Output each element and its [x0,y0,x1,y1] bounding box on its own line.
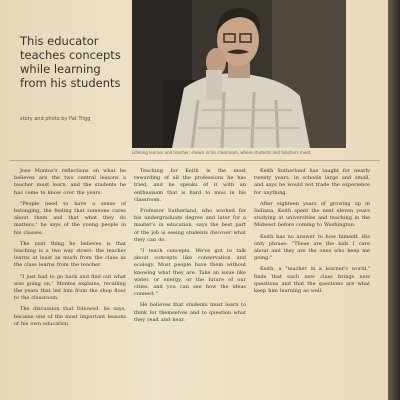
article-column-1 [14,168,126,332]
paragraph: "I just had to go back and find out what was going on," Montez explains, recalling the years that led him from the shop floor to the classroom. [14,273,126,302]
article-headline: This educator teaches concepts while learning from his students [20,34,121,90]
article-column-3 [254,168,370,299]
article-byline: story and photo by Pat Trigg [20,116,91,122]
paragraph: Keith Sutherland has taught for nearly twenty years, in schools large and small, and says he would not trade the experience for anything. [254,168,370,196]
paragraph: He believes that students must learn to think for themselves and to question what they read and hear. [134,302,246,323]
paragraph: The next thing he believes is that teaching is a two way street: the teacher learns at least as much from the class as the class learns from the teacher. [14,240,126,269]
educator-photo [132,0,346,148]
paragraph: Jose Montez's reflections on what he believes are the two central lessons a teacher must learn, and the students he has come to know over the years. [14,168,126,196]
article-column-2 [134,168,246,328]
paragraph: Teaching for Keith is the most rewarding of all the professions he has tried, and he speaks of it with an enthusiasm that is hard to miss in his classroom. [134,168,246,203]
paragraph: "People need to have a sense of belonging, the feeling that someone cares about them and that what they do matters," he says of the young people in his classes. [14,200,126,236]
paragraph: Keith has no answer to how himself. His only phrase: "These are the kids I care about and they are the ones who keep me going." [254,233,370,262]
paragraph: Keith, a "teacher in a learner's world," finds that each new class brings new questions and that the questions are what keep him learning as well. [254,266,370,295]
paragraph: "I teach concepts. We've got to talk about concepts like conservation and ecology. Most people have them without knowing what they are. Take an issue like water, or energy, or the future of our cities, and you can see how the ideas connect." [134,248,246,298]
paragraph: The discussion that followed, he says, became one of the most important lessons of his own education. [14,306,126,327]
paragraph: Professor Sutherland, who worked for his undergraduate degree and later for a master's in education, says the best part of the job is seeing students discover what they can do. [134,208,246,243]
page-edge-shadow [388,0,400,400]
paragraph: After eighteen years of growing up in Indiana, Keith spent the next eleven years studying at universities and teaching in the Midwest before coming to Washington. [254,200,370,229]
photo-caption: Lifelong learner and teacher; shown in his classroom, where students and teachers meet. [132,150,312,155]
divider-rule [10,160,380,161]
